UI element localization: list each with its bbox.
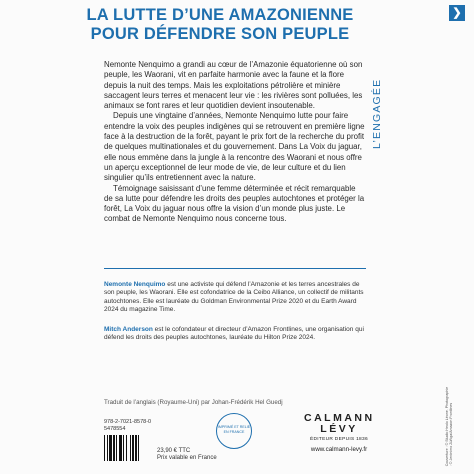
cover-credits: [441, 388, 453, 466]
author-bio: [104, 281, 366, 315]
collection-logo-icon: ❯: [449, 5, 465, 21]
publisher-name-line1: CALMANN: [304, 412, 375, 424]
author-bio-text: est une activiste qui défend l’Amazonie et les terres ancestrales de son peuple, les Waorani. Elle est cofondatrice de la Ceibo Alliance, un collectif de militants autochtones. Elle est lauréate du Goldman Environmental Prize 2020 et du Earth Award 2024 du magazine Time.: [104, 281, 364, 314]
isbn-code: 5478554: [104, 425, 126, 432]
isbn-block: [104, 419, 151, 461]
coauthor-bio-text: est le cofondateur et directeur d’Amazon Frontlines, une organisation qui défend les droits des peuples autochtones, lauréate du Hilton Prize 2024.: [104, 326, 364, 342]
publisher-edition: ÉDITEUR DEPUIS 1836: [310, 437, 368, 442]
author-name: Nemonte Nenquimo: [104, 281, 166, 288]
isbn-number: 978-2-7021-8578-0: [104, 419, 152, 425]
seal-text: IMPRIMÉ ET RELIÉ EN FRANCE: [217, 425, 251, 434]
translator-credit: Traduit de l’anglais (Royaume-Uni) par Johan-Frédérik Hel Guedj: [104, 399, 283, 406]
publisher-website: www.calmann-levy.fr: [310, 446, 368, 453]
cover-title: LA LUTTE D’UNE AMAZONIENNE POUR DÉFENDRE SON PEUPLE: [86, 6, 354, 43]
blurb-paragraph-2: Depuis une vingtaine d’années, Nemonte Nenquimo lutte pour faire entendre la voix des peuples indigènes qui se retrouvent en première ligne face à la destruction de la forêt, payant le prix fort de la recherche du profit de quelques multinationales et du gouvernement. Dans La Voix du jaguar, elle nous emmène dans la jungle à la rencontre des Waorani et nous offre un aperçu exceptionnel de leur mode de vie, de leur culture et du lien singulier qu’ils entretiennent avec la nature.: [104, 111, 365, 183]
price: 23,90 € TTC: [157, 448, 191, 454]
printed-in-france-seal: [216, 413, 252, 449]
barcode-bar: [139, 435, 142, 461]
section-divider: [104, 268, 366, 269]
price-validity: Prix valable en France: [157, 455, 217, 462]
blurb-paragraph-1: Nemonte Nenquimo a grandi au cœur de l’Amazonie équatorienne où son peuple, les Waorani, vit en parfaite harmonie avec la faune et la flore depuis la nuit des temps. Mais les exploitations pétrolière et minière saccagent leurs terres et menacent leur vie : les rivières sont polluées, les animaux se font rares et leur quotidien devient insoutenable.: [104, 60, 363, 111]
publisher-name-line2: LÉVY: [320, 423, 358, 435]
price-block: [157, 448, 217, 462]
barcode: [104, 435, 148, 461]
cover-credits-text: Couverture : © Studio Heolo Léone. Photographie : © Jerónimo Zúñiga/Amazon Frontlines: [444, 386, 453, 467]
collection-label-text: L’ENGAGÉE: [371, 78, 383, 149]
coauthor-name: Mitch Anderson: [104, 326, 153, 333]
publisher-logo: [304, 413, 374, 453]
coauthor-bio: [104, 326, 366, 343]
blurb-paragraph-3: Témoignage saisissant d’une femme déterminée et récit remarquable de sa lutte pour défendre les droits des peuples autochtones et protéger la forêt, La Voix du jaguar nous offre la vision d’un monde plus juste. Le combat de Nemonte Nenquimo nous concerne tous.: [104, 183, 365, 224]
back-cover-blurb: [104, 60, 366, 225]
collection-label: [370, 78, 384, 149]
